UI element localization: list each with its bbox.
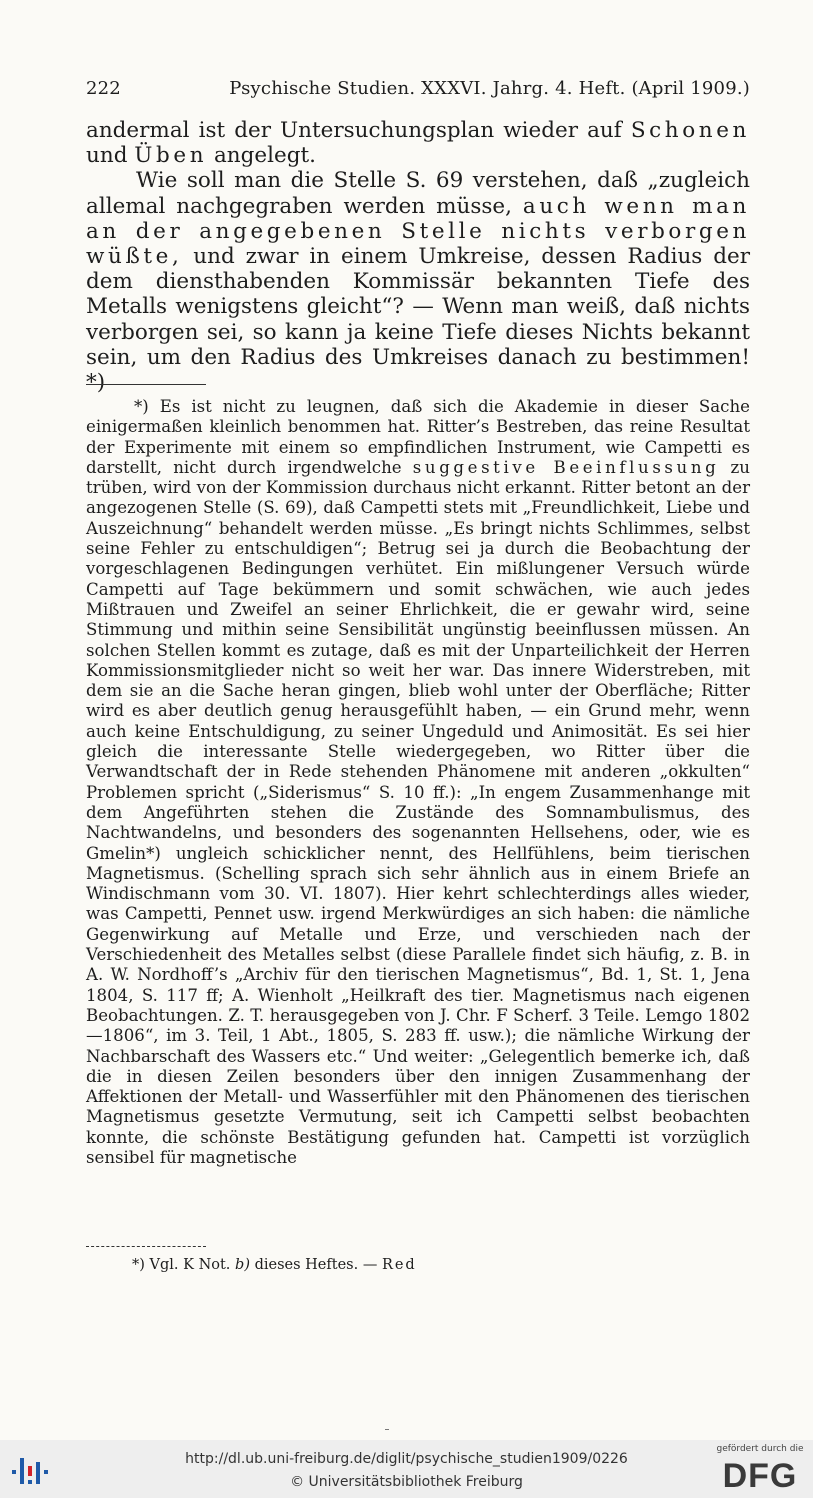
paragraph-1 (86, 118, 750, 168)
spaced-emphasis: Schonen (630, 118, 750, 143)
sub-footnote (132, 1256, 732, 1274)
page-mark (385, 1429, 389, 1430)
running-header (86, 78, 750, 99)
text-run: und zwar in einem Umkreise, dessen Radius der dem diensthabenden Kommissär bekannten Tiefe des Metalls wenigstens gleicht“? — Wenn man weiß, daß nichts verborgen sei, so kann ja keine Tiefe dieses Nichts bekannt sein, um den Radius des Umkreises danach zu bestimmen! *) (86, 244, 750, 396)
page-number: 222 (86, 78, 121, 99)
footnote (86, 397, 750, 1168)
text-run: andermal ist der Untersuchungsplan wieder auf (86, 118, 631, 143)
spaced-emphasis: auch wenn man an der angegebenen Stelle nichts verborgen wüßte, (86, 193, 750, 270)
running-title: Psychische Studien. XXXVI. Jahrg. 4. Heft. (April 1909.) (229, 78, 750, 99)
paragraph-2 (86, 168, 750, 395)
spaced-emphasis: Red (381, 1257, 417, 1273)
viewer-footer (0, 1440, 813, 1498)
text-run: angelegt. (207, 143, 316, 169)
main-text (86, 118, 750, 395)
text-run: dieses Heftes. — (249, 1257, 382, 1273)
footnote-separator-2 (86, 1246, 206, 1247)
text-run: b) (235, 1257, 250, 1273)
dfg-logo-text: DFG (722, 1457, 798, 1491)
ub-freiburg-logo-icon[interactable] (10, 1450, 50, 1490)
text-run: Wie soll man die Stelle S. 69 verstehen, daß „zugleich allemal nachgegraben werden müsse, (86, 168, 750, 219)
dfg-caption: gefördert durch die (716, 1444, 804, 1454)
text-run: *) Es ist nicht zu leugnen, daß sich die Akademie in dieser Sache einigermaßen kleinlich benommen hat. Ritter’s Bestreben, das reine Resultat der Experimente mit einem so empfindlichen Instrument, wie Campetti es darstellt, nicht durch irgendwelche (86, 397, 750, 477)
text-run: *) Vgl. K Not. (132, 1257, 236, 1273)
text-run: und (86, 143, 135, 169)
copyright-notice: © Universitätsbibliothek Freiburg (290, 1474, 523, 1490)
spaced-emphasis: suggestive Beeinflussung (412, 457, 720, 477)
spaced-emphasis: Üben (134, 143, 208, 169)
text-run: zu trüben, wird von der Kommission durchaus nicht erkannt. Ritter betont an der angezogenen Stelle (S. 69), daß Campetti stets mit „Freundlichkeit, Liebe und Auszeichnung“ behandelt werden müsse. „Es bringt nichts Schlimmes, selbst seine Fehler zu entschuldigen“; Betrug sei ja durch die Beobachtung der vorgeschlagenen Bedingungen verhütet. Ein mißlungener Versuch würde Campetti auf Tage bekümmern und somit schwächen, wie auch jedes Mißtrauen und Zweifel an seiner Ehrlichkeit, die er gewahr wird, seine Stimmung und mithin seine Sensibilität ungünstig beeinflussen müssen. An solchen Stellen kommt es zutage, daß es mit der Unparteilichkeit der Herren Kommissionsmitglieder nicht so weit her war. Das innere Widerstreben, mit dem sie an die Sache heran gingen, blieb wohl unter der Oberfläche; Ritter wird es aber deutlich genug herausgefühlt haben, — ein Grund mehr, wenn auch keine Entschuldigung, zu seiner Ungeduld und Animosität. Es sei hier gleich die interessante Stelle wiedergegeben, wo Ritter über die Verwandtschaft der in Rede stehenden Phänomene mit anderen „okkulten“ Problemen spricht („Siderismus“ S. 10 ff.): „In engem Zusammenhange mit dem Angeführten stehen die Zustände des Somnambulismus, des Nachtwandelns, und besonders des sogenannten Hellsehens, oder, wie es Gmelin*) ungleich schicklicher nennt, des Hellfühlens, beim tierischen Magnetismus. (Schelling sprach sich sehr ähnlich aus in einem Briefe an Windischmann vom 30. VI. 1807). Hier kehrt schlechterdings alles wieder, was Campetti, Pennet usw. irgend Merkwürdiges an sich haben: die nämliche Gegenwirkung auf Metalle und Erze, und verschieden nach der Verschiedenheit des Metalles selbst (diese Parallele findet sich häufig, z. B. in A. W. Nordhoff’s „Archiv für den tierischen Magnetismus“, Bd. 1, St. 1, Jena 1804, S. 117 ff; A. Wienholt „Heilkraft des tier. Magnetismus nach eigenen Beobachtungen. Z. T. herausgegeben von J. Chr. F Scherf. 3 Teile. Lemgo 1802—1806“, im 3. Teil, 1 Abt., 1805, S. 283 ff. usw.); die nämliche Wirkung der Nachbarschaft des Wassers etc.“ Und weiter: „Gelegentlich bemerke ich, daß die in diesen Zeilen besonders über den innigen Zusammenhang der Affektionen der Metall- und Wasserfühler mit den Phänomenen des tierischen Magnetismus gesetzte Vermutung, seit ich Campetti selbst beobachten konnte, die schönste Bestätigung gefunden hat. Campetti ist vorzüglich sensibel für magnetische (86, 457, 750, 1167)
dfg-logo-icon[interactable] (714, 1457, 806, 1491)
footnote-separator (86, 384, 206, 385)
permalink-url[interactable]: http://dl.ub.uni-freiburg.de/diglit/psychische_studien1909/0226 (185, 1451, 628, 1467)
footnote-paragraph (86, 397, 750, 1168)
